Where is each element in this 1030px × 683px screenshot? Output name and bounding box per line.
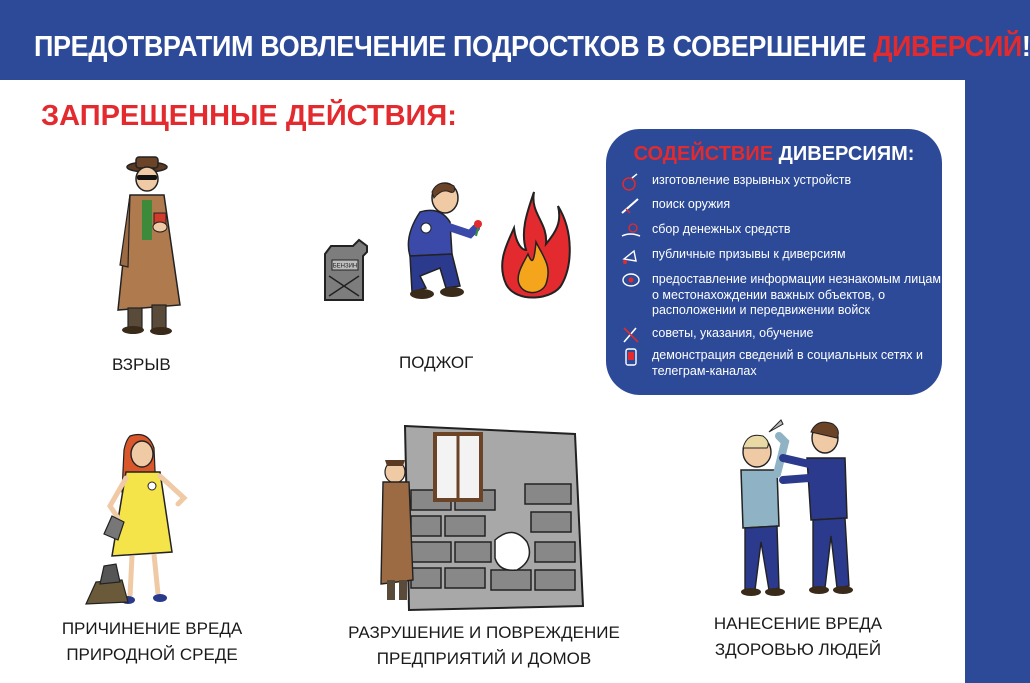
destroyed-wall-illustration <box>375 420 587 616</box>
chat-bubble-icon <box>620 272 642 290</box>
spy-with-dynamite-illustration <box>100 155 195 335</box>
boy-with-match-illustration <box>390 176 490 302</box>
money-hand-icon <box>620 222 642 240</box>
no-weapon-icon <box>620 326 642 344</box>
grenade-icon <box>620 173 642 191</box>
caption-health-harm: НАНЕСЕНИЕ ВРЕДА ЗДОРОВЬЮ ЛЮДЕЙ <box>713 614 883 659</box>
girl-littering-illustration <box>82 432 200 608</box>
header-title: ПРЕДОТВРАТИМ ВОВЛЕЧЕНИЕ ПОДРОСТКОВ В СОВЕРШЕНИЕ ДИВЕРСИЙ! <box>34 31 1030 63</box>
caption-destruction: РАЗРУШЕНИЕ И ПОВРЕЖДЕНИЕ ПРЕДПРИЯТИЙ И ДОМОВ <box>348 623 620 668</box>
rifle-icon <box>620 197 642 215</box>
sabotage-assistance-box: СОДЕЙСТВИЕ ДИВЕРСИЯМ: изготовление взрывных устройств поиск оружия сбор денежных средств публичные призывы к диверсиям предоставление информации незнакомым лицам о местонахождении важных объектов, о расположении и передвижении войск советы, указания, обучение демонстрация сведений в социальных сетях и телеграм-каналах <box>606 129 942 395</box>
fuel-canister-illustration <box>323 240 373 302</box>
phone-icon <box>620 348 642 366</box>
section-title: ЗАПРЕЩЕННЫЕ ДЕЙСТВИЯ: <box>41 100 457 132</box>
caption-arson: ПОДЖОГ <box>399 353 474 372</box>
fire-illustration <box>500 192 570 304</box>
megaphone-icon <box>620 247 642 265</box>
info-box-title: СОДЕЙСТВИЕ ДИВЕРСИЯМ: <box>633 143 915 165</box>
header-banner <box>0 0 1030 80</box>
caption-explosion: ВЗРЫВ <box>112 355 171 374</box>
canister-label: БЕНЗИН <box>332 263 358 270</box>
fighting-boys-illustration <box>733 418 863 600</box>
caption-nature-harm: ПРИЧИНЕНИЕ ВРЕДА ПРИРОДНОЙ СРЕДЕ <box>61 619 243 664</box>
